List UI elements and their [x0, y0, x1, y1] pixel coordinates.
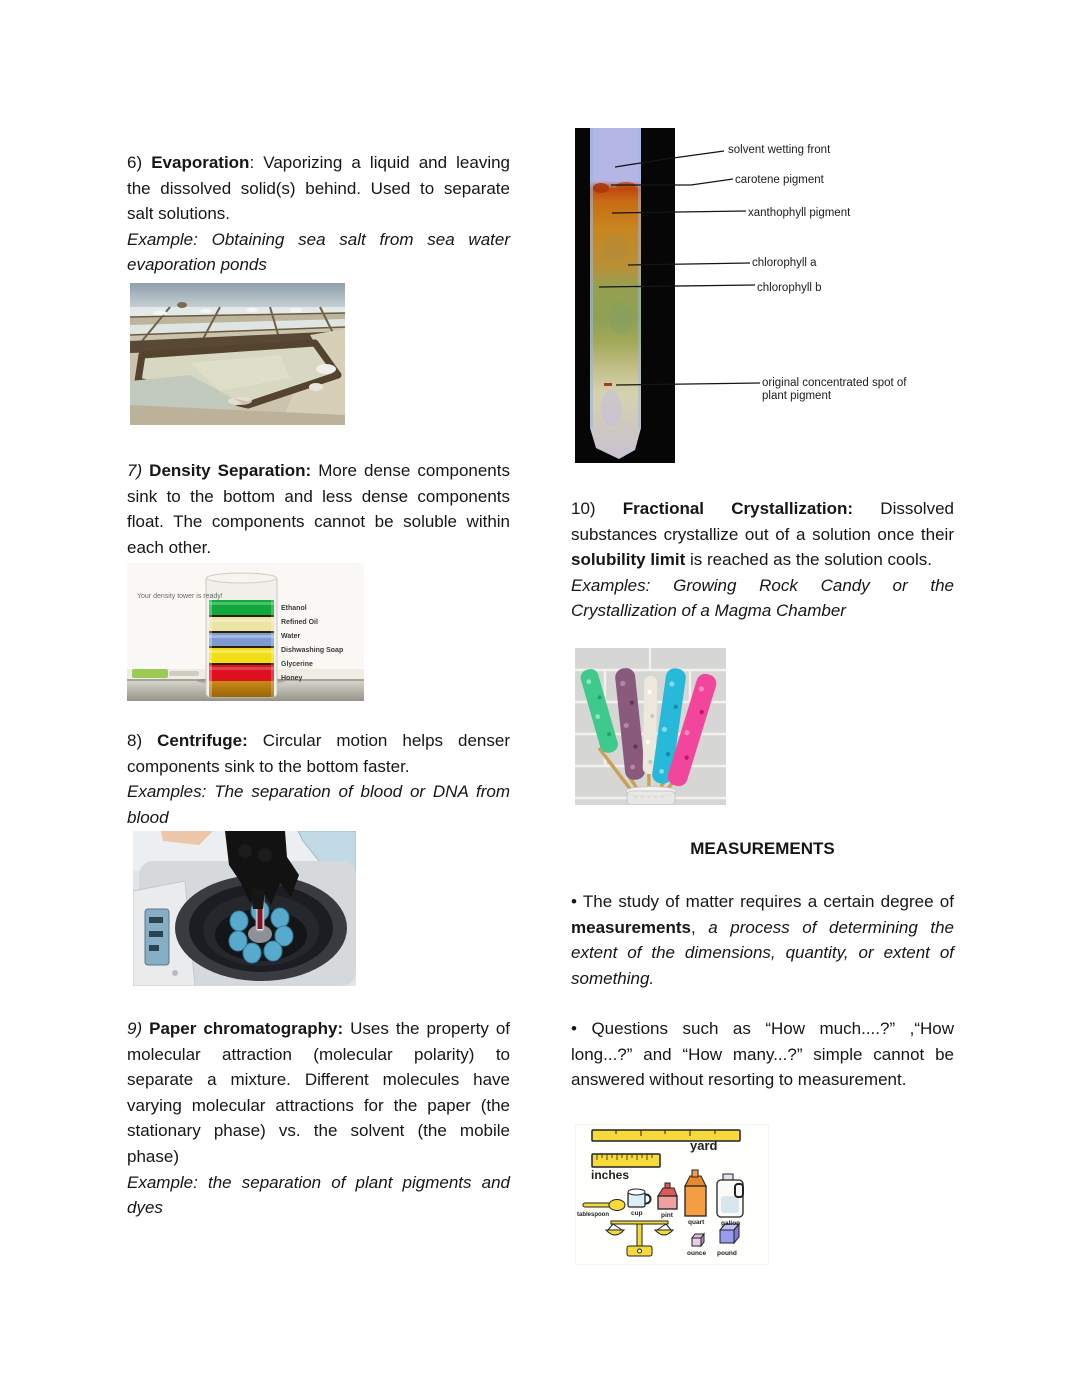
chromatography-label-xanthophyll: xanthophyll pigment: [748, 207, 851, 219]
density-label-glycerine: Glycerine: [281, 661, 313, 668]
example-6-text: Example: Obtaining sea salt from sea water evaporation ponds: [127, 229, 510, 275]
unit-label-gallon: gallon: [721, 1220, 741, 1227]
chromatography-label-chlorophyll-b: chlorophyll b: [757, 282, 822, 294]
example-8-text: Examples: The separation of blood or DNA from blood: [127, 782, 510, 827]
density-label-ethanol: Ethanol: [281, 605, 307, 612]
paragraph-7-text: 7) Density Separation: More dense components sink to the bottom and less dense components float. The components cannot be soluble within each other.: [127, 461, 510, 557]
centrifuge-illustration: [133, 831, 356, 986]
density-tower-photo: [127, 563, 364, 701]
rock-candy-illustration: [575, 648, 726, 805]
measurement-units-illustration: [575, 1124, 769, 1265]
unit-label-tablespoon: tablespoon: [577, 1212, 610, 1218]
measurements-bullet-2-text: • Questions such as “How much....?” ,“How long...?” and “How many...?” simple cannot be answered without resorting to measurement.: [571, 1019, 954, 1090]
chromatography-label-chlorophyll-a: chlorophyll a: [752, 257, 817, 269]
rock-candy-photo: [575, 648, 726, 805]
measurements-bullet-1: [571, 889, 954, 991]
measurements-bullet-2: [571, 1016, 954, 1093]
example-9-text: Example: the separation of plant pigments and dyes: [127, 1172, 510, 1218]
density-label-dishwashing-soap: Dishwashing Soap: [281, 647, 344, 654]
salt-ponds-illustration: [130, 283, 345, 425]
paragraph-6-evaporation: [127, 150, 510, 278]
unit-label-pint: pint: [661, 1212, 673, 1219]
paragraph-8-centrifuge: [127, 728, 510, 830]
salt-ponds-photo: [130, 283, 345, 425]
density-label-water: Water: [281, 633, 301, 640]
paragraph-6-text: 6) Evaporation: Vaporizing a liquid and leaving the dissolved solid(s) behind. Used to separate salt solutions.: [127, 153, 510, 224]
paragraph-9-text: 9) Paper chromatography: Uses the property of molecular attraction (molecular polarity) to separate a mixture. Different molecules have varying molecular attractions for the paper (the stationary phase) vs. the solvent (the mobile phase): [127, 1019, 510, 1166]
paragraph-10-text: 10) Fractional Crystallization: Dissolved substances crystallize out of a solution once their solubility limit is reached as the solution cools.: [571, 499, 954, 570]
unit-label-yard: yard: [690, 1138, 718, 1153]
paragraph-10-fractional-crystallization: [571, 496, 954, 624]
chromatography-label-carotene: carotene pigment: [735, 174, 824, 186]
paragraph-7-density-separation: [127, 458, 510, 560]
chromatography-figure: [571, 128, 954, 463]
unit-label-quart: quart: [688, 1219, 705, 1226]
unit-label-inches: inches: [591, 1168, 630, 1182]
measurements-bullet-1-text: • The study of matter requires a certain degree of measurements, a process of determining the extent of the dimensions, quantity, or extent of something.: [571, 892, 954, 988]
measurements-heading: MEASUREMENTS: [690, 839, 835, 858]
centrifuge-photo: [133, 831, 356, 986]
measurement-units-clipart: [575, 1124, 769, 1265]
chromatography-label-original-spot: original concentrated spot of plant pigment: [762, 377, 907, 402]
chromatography-label-solvent-front: solvent wetting front: [728, 144, 831, 156]
paragraph-9-paper-chromatography: [127, 1016, 510, 1221]
example-10-text: Examples: Growing Rock Candy or the Crystallization of a Magma Chamber: [571, 575, 954, 621]
density-tower-illustration: [127, 563, 364, 701]
density-tower-caption: Your density tower is ready!: [137, 593, 223, 600]
density-label-refined-oil: Refined Oil: [281, 619, 318, 626]
paragraph-8-text: 8) Centrifuge: Circular motion helps denser components sink to the bottom faster.: [127, 731, 510, 776]
unit-label-ounce: ounce: [687, 1250, 707, 1257]
unit-label-pound: pound: [717, 1250, 737, 1257]
unit-label-cup: cup: [631, 1210, 643, 1217]
density-label-honey: Honey: [281, 675, 303, 682]
